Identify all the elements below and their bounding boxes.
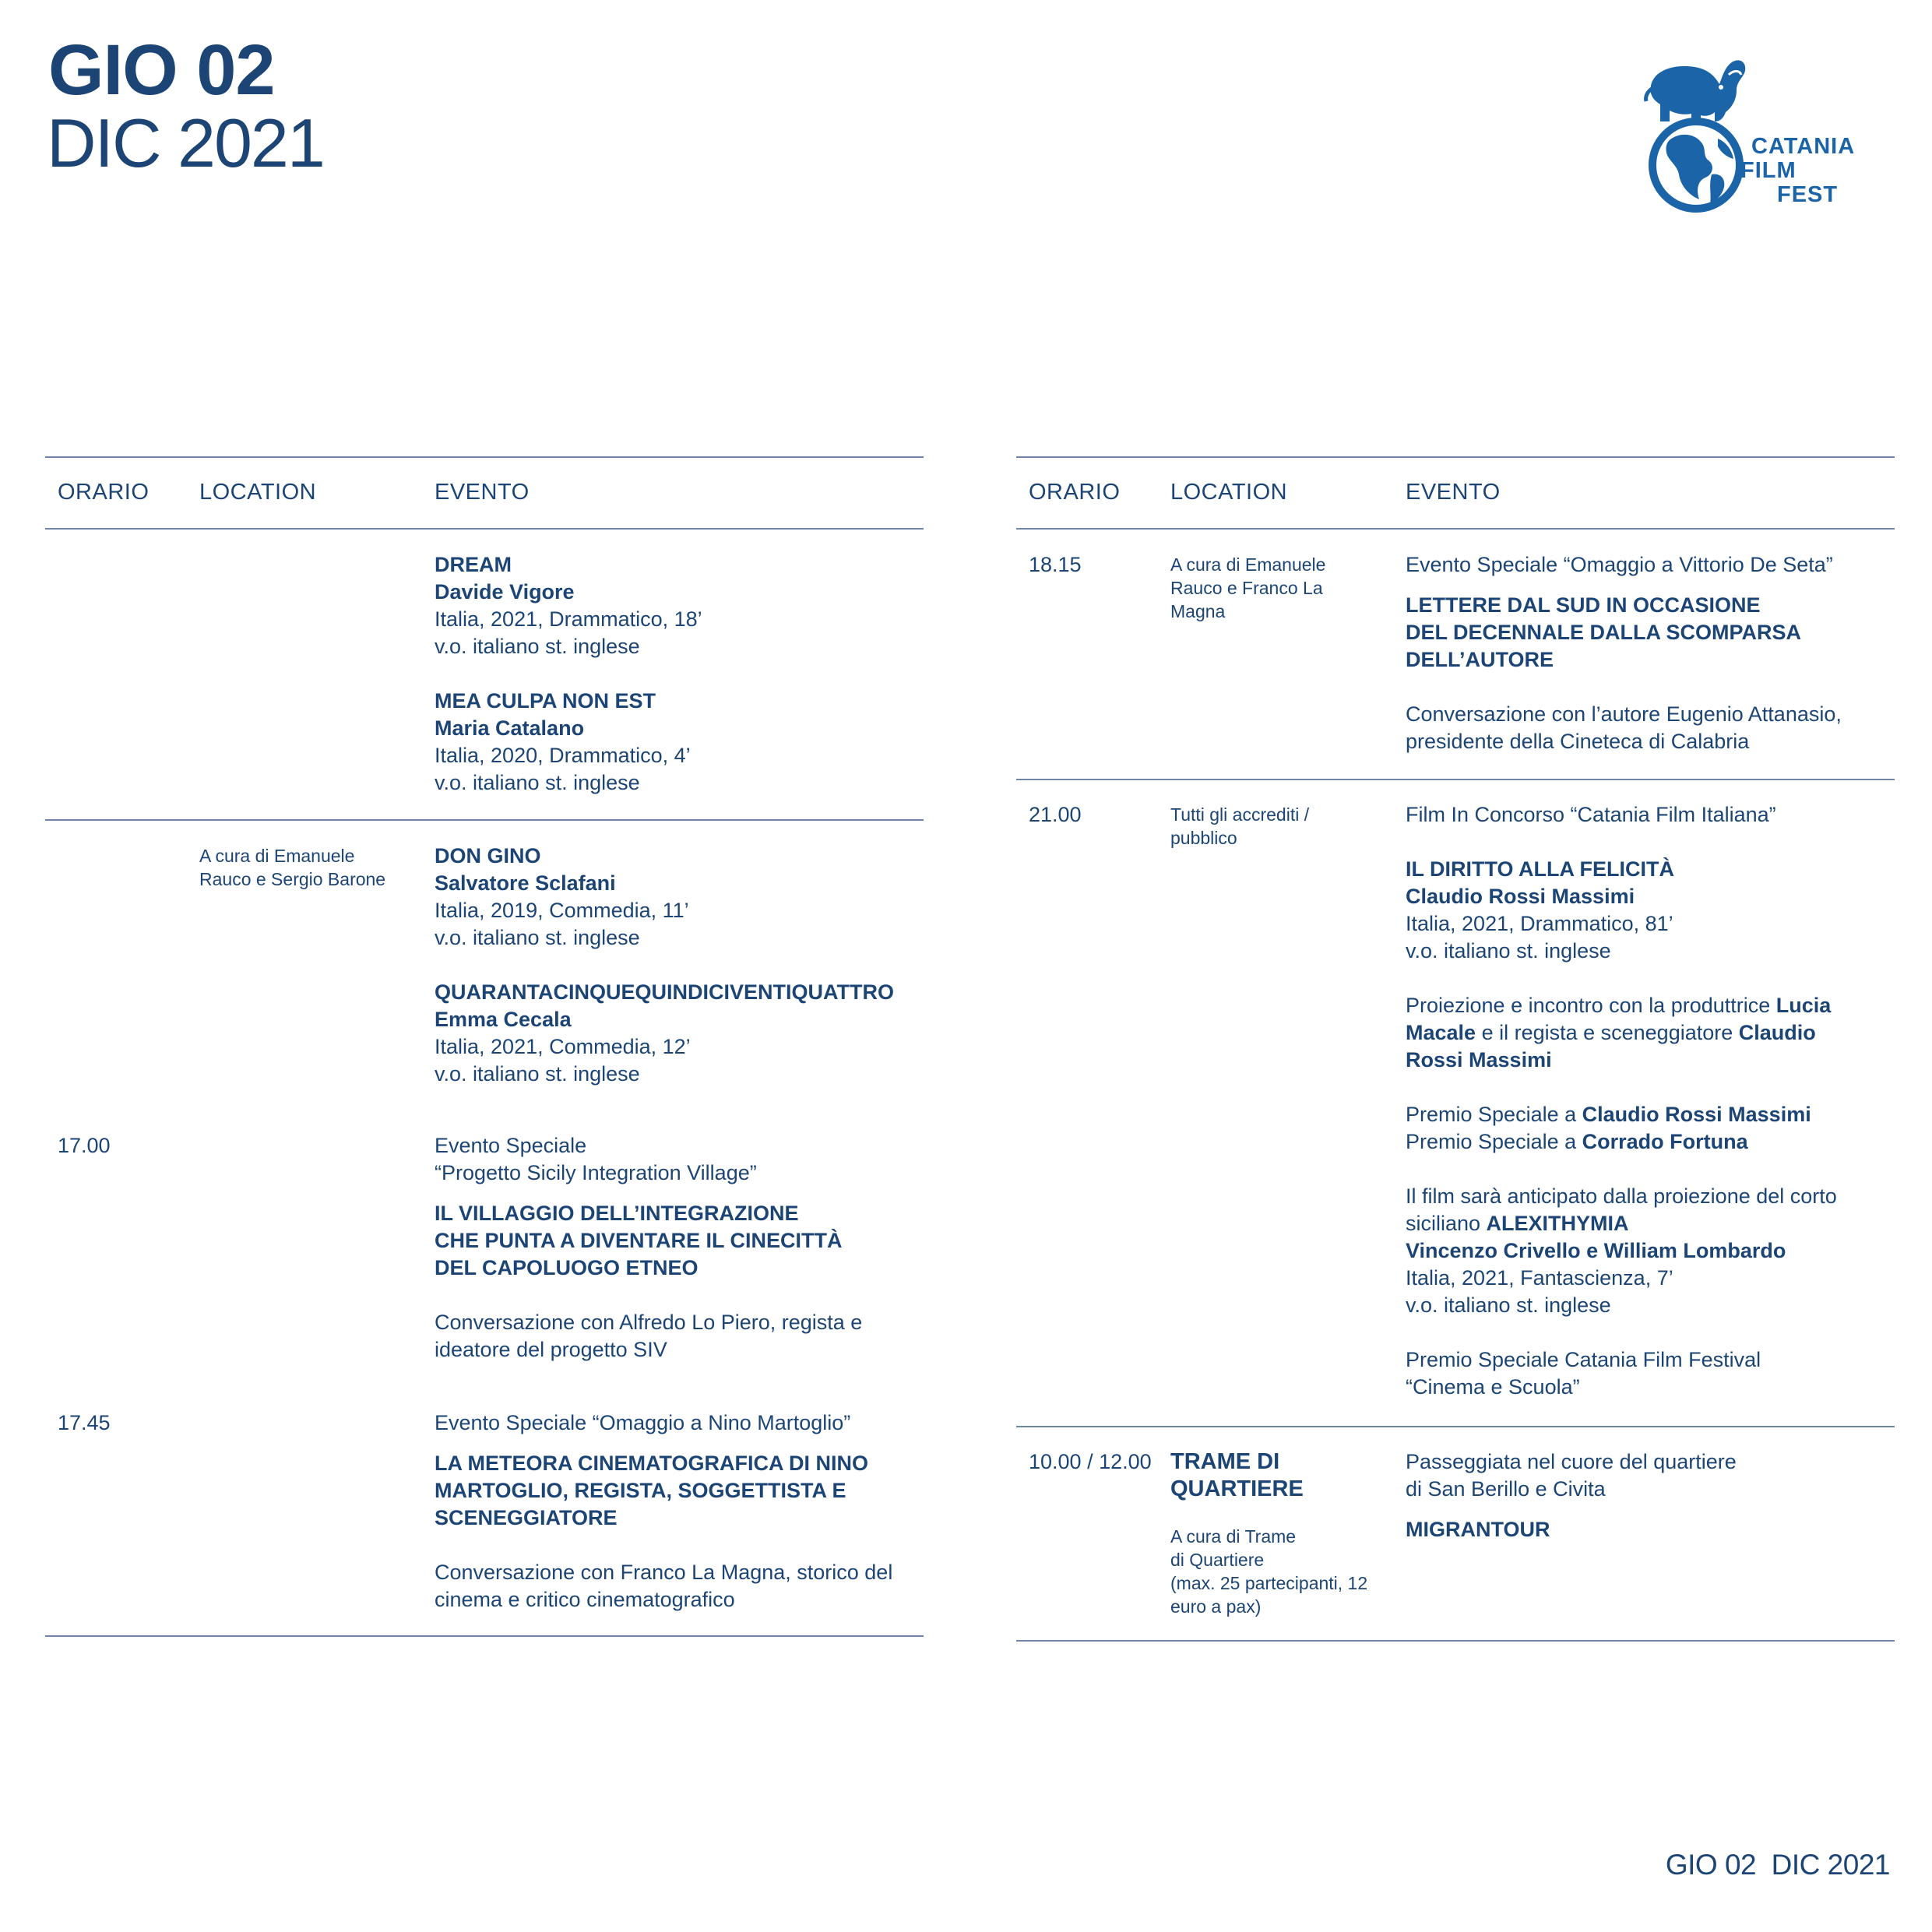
event-time: 10.00 / 12.00 xyxy=(1029,1450,1152,1473)
location-title: TRAME DI xyxy=(1170,1449,1280,1474)
column-header-location: LOCATION xyxy=(199,480,317,505)
location-note: A cura di Trame xyxy=(1170,1526,1297,1547)
column-header-orario: ORARIO xyxy=(58,480,150,505)
event-time: 18.15 xyxy=(1029,553,1082,576)
short-film-directors: Vincenzo Crivello e William Lombardo xyxy=(1406,1239,1786,1262)
event-cell xyxy=(435,1132,924,1364)
film-director: Davide Vigore xyxy=(435,580,575,604)
event-time: 21.00 xyxy=(1029,803,1082,826)
producer-name: Macale xyxy=(1406,1021,1476,1044)
event-description: di San Berillo e Civita xyxy=(1406,1477,1606,1501)
award-label: Premio Speciale a xyxy=(1406,1130,1582,1153)
film-info: Italia, 2021, Drammatico, 81’ xyxy=(1406,912,1673,935)
film-info: Italia, 2020, Drammatico, 4’ xyxy=(435,744,691,767)
event-title: CHE PUNTA A DIVENTARE IL CINECITTÀ xyxy=(435,1229,843,1252)
event-cell xyxy=(1406,801,1895,1401)
event-description: Conversazione con Alfredo Lo Piero, regista e xyxy=(435,1311,863,1334)
divider xyxy=(1016,456,1895,458)
column-header-evento: EVENTO xyxy=(435,480,530,505)
divider xyxy=(1016,1640,1895,1642)
event-time: 17.45 xyxy=(58,1411,111,1434)
film-language: v.o. italiano st. inglese xyxy=(435,1062,640,1086)
divider xyxy=(1016,779,1895,780)
divider xyxy=(45,1635,924,1637)
event-cell xyxy=(1406,1448,1895,1543)
film-director: Emma Cecala xyxy=(435,1008,572,1031)
column-header-orario: ORARIO xyxy=(1029,480,1121,505)
divider xyxy=(1016,1426,1895,1427)
location-cell: A cura di Emanuele Rauco e Franco La Magna xyxy=(1170,554,1326,621)
event-cell xyxy=(435,551,924,797)
short-film-intro xyxy=(1406,1210,1895,1237)
divider xyxy=(45,456,924,458)
short-film-language: v.o. italiano st. inglese xyxy=(1406,1293,1611,1317)
event-description: presidente della Cineteca di Calabria xyxy=(1406,730,1750,753)
film-title: IL DIRITTO ALLA FELICITÀ xyxy=(1406,857,1674,881)
film-title: DON GINO xyxy=(435,844,541,867)
event-title: LETTERE DAL SUD IN OCCASIONE xyxy=(1406,593,1761,617)
divider xyxy=(1016,528,1895,530)
festival-award: Premio Speciale Catania Film Festival xyxy=(1406,1348,1761,1371)
event-title: DEL CAPOLUOGO ETNEO xyxy=(435,1256,699,1279)
film-language: v.o. italiano st. inglese xyxy=(1406,939,1611,962)
short-film-intro-part: siciliano xyxy=(1406,1212,1487,1235)
footer-date: GIO 02 DIC 2021 xyxy=(1665,1849,1890,1881)
event-title: DELL’AUTORE xyxy=(1406,648,1554,671)
short-film-title: ALEXITHYMIA xyxy=(1486,1212,1629,1235)
logo-text-film: FILM xyxy=(1740,158,1797,183)
film-language: v.o. italiano st. inglese xyxy=(435,635,640,658)
film-title: MEA CULPA NON EST xyxy=(435,689,656,713)
event-cell xyxy=(435,843,924,1088)
location-note: (max. 25 partecipanti, 12 xyxy=(1170,1573,1368,1593)
event-title: LA METEORA CINEMATOGRAFICA DI NINO xyxy=(435,1452,868,1475)
award-label: Premio Speciale a xyxy=(1406,1103,1582,1126)
film-director: Salvatore Sclafani xyxy=(435,871,616,895)
event-label: Evento Speciale xyxy=(435,1134,587,1157)
film-title: QUARANTACINQUEQUINDICIVENTIQUATTRO xyxy=(435,980,894,1004)
event-description: Passeggiata nel cuore del quartiere xyxy=(1406,1450,1737,1473)
catania-film-fest-logo xyxy=(1634,56,1875,220)
screening-text xyxy=(1406,992,1895,1019)
event-label: Evento Speciale “Omaggio a Nino Martoglio” xyxy=(435,1411,851,1434)
location-note: di Quartiere xyxy=(1170,1550,1265,1570)
award-line xyxy=(1406,1128,1895,1156)
location-cell: Tutti gli accrediti / pubblico xyxy=(1170,804,1310,848)
producer-name: Lucia xyxy=(1775,994,1832,1017)
location-title: QUARTIERE xyxy=(1170,1476,1304,1501)
location-cell: A cura di Emanuele Rauco e Sergio Barone xyxy=(199,846,386,889)
event-description: Conversazione con l’autore Eugenio Attanasio, xyxy=(1406,702,1842,726)
short-film-info: Italia, 2021, Fantascienza, 7’ xyxy=(1406,1266,1673,1290)
event-cell xyxy=(1406,551,1895,755)
short-film-intro: Il film sarà anticipato dalla proiezione del corto xyxy=(1406,1184,1837,1208)
event-description: cinema e critico cinematografico xyxy=(435,1588,735,1611)
event-title: SCENEGGIATORE xyxy=(435,1506,618,1529)
event-time: 17.00 xyxy=(58,1134,111,1157)
film-info: Italia, 2021, Commedia, 12’ xyxy=(435,1035,691,1058)
logo-text-fest: FEST xyxy=(1777,182,1839,207)
divider xyxy=(45,528,924,530)
location-note: euro a pax) xyxy=(1170,1596,1262,1617)
page-title-day: GIO 02 xyxy=(48,30,275,110)
award-recipient: Corrado Fortuna xyxy=(1582,1130,1748,1153)
film-language: v.o. italiano st. inglese xyxy=(435,926,640,949)
director-name: Claudio xyxy=(1738,1021,1816,1044)
film-language: v.o. italiano st. inglese xyxy=(435,771,640,794)
event-cell xyxy=(435,1409,924,1614)
film-info: Italia, 2019, Commedia, 11’ xyxy=(435,899,689,922)
screening-text-part: Proiezione e incontro con la produttrice xyxy=(1406,994,1776,1017)
logo-text-catania: CATANIA xyxy=(1751,134,1856,159)
event-label: Film In Concorso “Catania Film Italiana” xyxy=(1406,803,1776,826)
event-description: Conversazione con Franco La Magna, storico del xyxy=(435,1561,893,1584)
event-title: MIGRANTOUR xyxy=(1406,1518,1550,1541)
film-title: DREAM xyxy=(435,553,512,576)
film-director: Maria Catalano xyxy=(435,716,585,740)
film-info: Italia, 2021, Drammatico, 18’ xyxy=(435,607,702,631)
festival-award: “Cinema e Scuola” xyxy=(1406,1375,1580,1399)
divider xyxy=(45,819,924,821)
award-recipient: Claudio Rossi Massimi xyxy=(1582,1103,1811,1126)
event-description: ideatore del progetto SIV xyxy=(435,1338,667,1361)
event-title: MARTOGLIO, REGISTA, SOGGETTISTA E xyxy=(435,1479,846,1502)
event-label: Evento Speciale “Omaggio a Vittorio De Seta” xyxy=(1406,553,1833,576)
event-label: “Progetto Sicily Integration Village” xyxy=(435,1161,757,1184)
location-cell xyxy=(1170,1448,1373,1618)
column-header-evento: EVENTO xyxy=(1406,480,1501,505)
screening-text-part: e il regista e sceneggiatore xyxy=(1476,1021,1739,1044)
film-director: Claudio Rossi Massimi xyxy=(1406,885,1635,908)
column-header-location: LOCATION xyxy=(1170,480,1288,505)
event-title: IL VILLAGGIO DELL’INTEGRAZIONE xyxy=(435,1202,799,1225)
director-name: Rossi Massimi xyxy=(1406,1048,1552,1072)
page-title-date: DIC 2021 xyxy=(47,104,324,181)
award-line xyxy=(1406,1101,1895,1128)
event-title: DEL DECENNALE DALLA SCOMPARSA xyxy=(1406,621,1802,644)
screening-text xyxy=(1406,1019,1895,1047)
